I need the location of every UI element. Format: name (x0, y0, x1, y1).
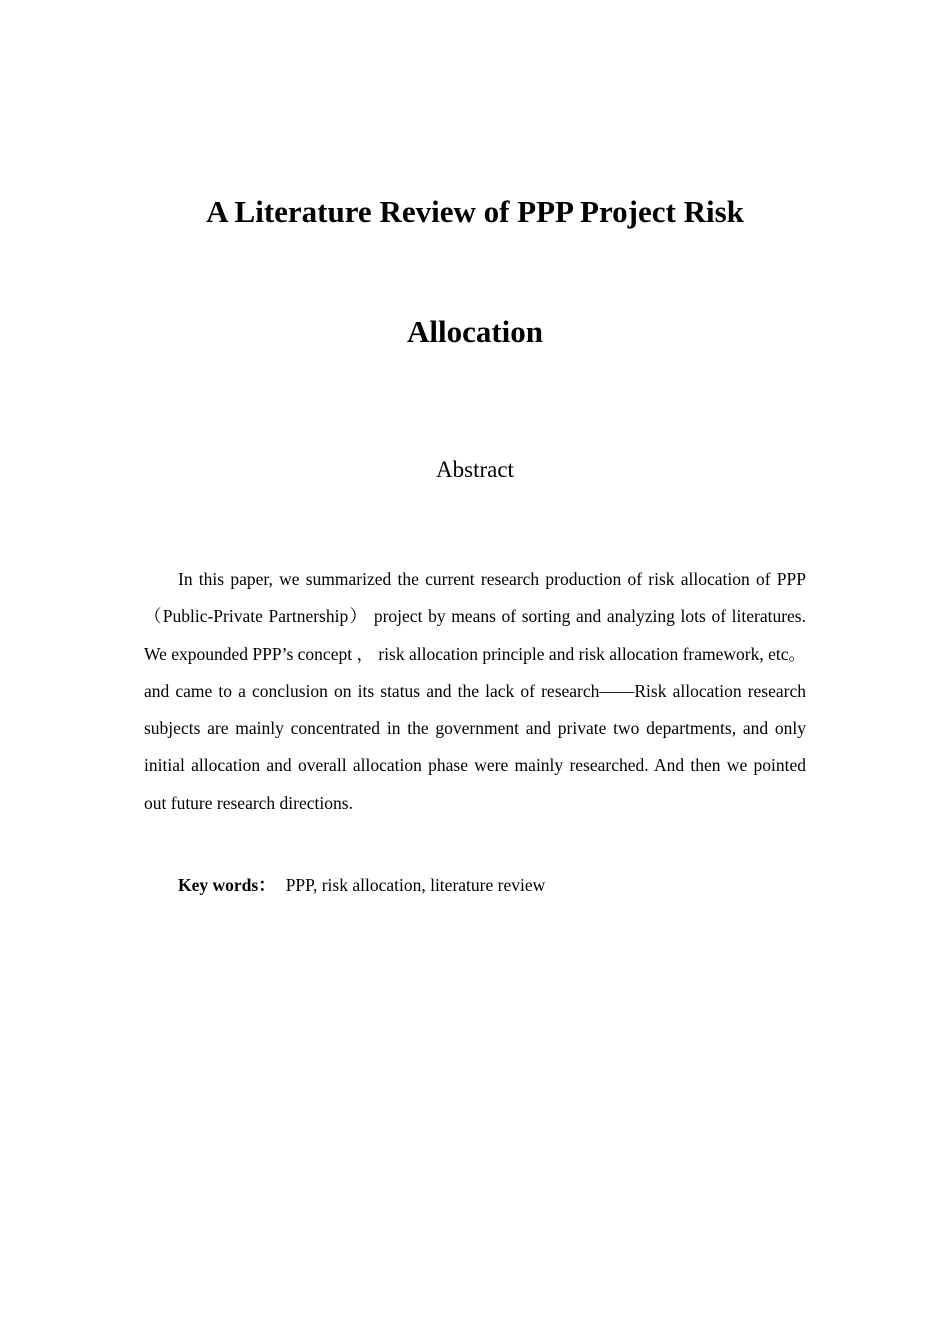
keywords-line (144, 871, 806, 899)
abstract-heading: Abstract (436, 457, 514, 482)
paper-title-line-2: Allocation (406, 314, 544, 349)
keywords-label: Key words： (178, 875, 276, 895)
paper-title-line-1: A Literature Review of PPP Project Risk (206, 194, 744, 229)
keywords-value: PPP, risk allocation, literature review (285, 875, 546, 895)
abstract-paragraph: In this paper, we summarized the current research production of risk allocation of PPP （Public-Private Partnership） project by means of sorting and analyzing lots of literatures. We expounded PPP’s concept ， risk allocation principle and risk allocation framework, etc。 and came to a conclusion on its status and the lack of research——Risk allocation research subjects are mainly concentrated in the government and private two departments, and only initial allocation and overall allocation phase were mainly researched. And then we pointed out future research directions. (144, 569, 806, 813)
